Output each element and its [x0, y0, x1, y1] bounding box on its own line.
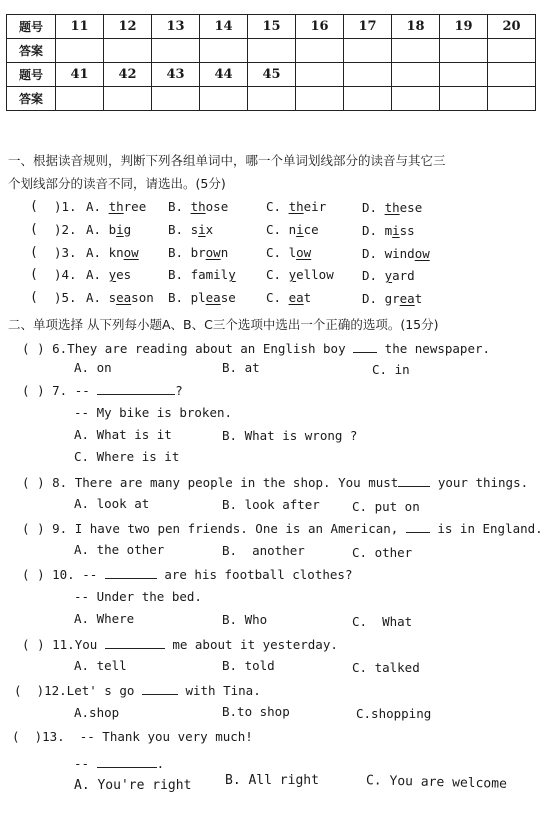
question-tail: ? — [175, 383, 183, 398]
grid-number-cell — [440, 63, 488, 87]
answer-blank[interactable] — [398, 473, 430, 487]
option-d[interactable]: D. miss — [362, 223, 415, 238]
option-a[interactable]: A. yes — [86, 267, 132, 282]
grid-label-question: 题号 — [7, 15, 56, 39]
answer-cell[interactable] — [104, 39, 152, 63]
option-b[interactable]: B. brown — [168, 245, 229, 260]
question-8 — [22, 473, 528, 492]
answer-cell[interactable] — [440, 87, 488, 111]
option-b[interactable]: B. What is wrong ? — [222, 428, 358, 443]
underlined-letters: y — [384, 268, 393, 283]
question-tail: are his football clothes? — [156, 567, 353, 582]
answer-cell[interactable] — [296, 87, 344, 111]
item-number: )2. — [54, 222, 77, 237]
answer-cell[interactable] — [392, 87, 440, 111]
grid-number-cell: 44 — [200, 63, 248, 87]
answer-bracket[interactable]: ( — [22, 521, 38, 536]
option-a[interactable]: A.shop — [74, 705, 120, 720]
question-6 — [22, 339, 490, 358]
option-d[interactable]: D. these — [362, 200, 423, 215]
grid-number-cell — [392, 63, 440, 87]
answer-blank[interactable] — [105, 635, 165, 649]
question-10 — [22, 565, 352, 584]
grid-number-cell: 20 — [488, 15, 536, 39]
option-c[interactable]: C. put on — [352, 499, 420, 514]
underlined-letters: i — [116, 222, 124, 237]
underlined-letters: ow — [296, 245, 312, 260]
option-c[interactable]: C. yellow — [266, 267, 334, 282]
answer-cell[interactable] — [488, 87, 536, 111]
option-a[interactable]: A. on — [74, 360, 112, 375]
answer-cell[interactable] — [392, 39, 440, 63]
answer-bracket[interactable]: ( — [30, 267, 38, 282]
question-10-reply: -- Under the bed. — [74, 589, 202, 604]
answer-cell[interactable] — [440, 39, 488, 63]
underlined-letters: th — [190, 199, 206, 214]
grid-row-answers-2 — [7, 87, 536, 111]
answer-cell[interactable] — [152, 87, 200, 111]
question-tail: the newspaper. — [377, 341, 491, 356]
option-a[interactable]: A. season — [86, 290, 154, 305]
item-number: )1. — [54, 199, 77, 214]
option-b[interactable]: B. family — [168, 267, 236, 282]
answer-blank[interactable] — [97, 381, 175, 395]
grid-number-cell: 16 — [296, 15, 344, 39]
grid-label-answer: 答案 — [7, 39, 56, 63]
answer-bracket[interactable]: ( — [30, 290, 38, 305]
option-d[interactable]: D. great — [362, 291, 423, 306]
grid-number-cell: 41 — [56, 63, 104, 87]
answer-blank[interactable] — [105, 565, 157, 579]
question-stem: ) 10. -- — [37, 567, 105, 582]
question-7 — [22, 381, 183, 400]
grid-number-cell: 45 — [248, 63, 296, 87]
answer-blank[interactable] — [142, 681, 178, 695]
grid-number-cell: 19 — [440, 15, 488, 39]
option-c[interactable]: C. low — [266, 245, 312, 260]
underlined-letters: th — [288, 199, 304, 214]
answer-bracket[interactable]: ( — [30, 222, 38, 237]
option-a[interactable]: A. tell — [74, 658, 127, 673]
answer-bracket[interactable]: ( — [22, 475, 38, 490]
option-a[interactable]: A. three — [86, 199, 147, 214]
grid-number-cell: 18 — [392, 15, 440, 39]
option-b[interactable]: B. those — [168, 199, 229, 214]
option-a[interactable]: A. know — [86, 245, 139, 260]
answer-cell[interactable] — [296, 39, 344, 63]
underlined-letters: i — [392, 223, 400, 238]
grid-number-cell: 14 — [200, 15, 248, 39]
section1-heading: 一、根据读音规则，判断下列各组单词中，哪一个单词划线部分的读音与其它三 — [8, 153, 446, 168]
question-stem: ) 9. I have two pen friends. One is an American, — [37, 521, 406, 536]
answer-cell[interactable] — [200, 39, 248, 63]
grid-label-answer: 答案 — [7, 87, 56, 111]
answer-grid — [6, 14, 536, 111]
answer-blank[interactable] — [353, 339, 377, 353]
option-a[interactable]: A. You're right — [74, 778, 192, 793]
answer-bracket[interactable]: ( — [14, 683, 37, 698]
item-number: )4. — [54, 267, 77, 282]
answer-cell[interactable] — [248, 39, 296, 63]
underlined-letters: ea — [399, 291, 415, 306]
underlined-letters: i — [296, 222, 304, 237]
answer-bracket[interactable]: ( — [22, 637, 38, 652]
option-b[interactable]: B. Who — [222, 612, 268, 627]
answer-cell[interactable] — [56, 39, 104, 63]
underlined-letters: ea — [288, 290, 304, 305]
underlined-letters: y — [108, 267, 117, 282]
question-11 — [22, 635, 338, 654]
grid-row-answers-1 — [7, 39, 536, 63]
question-7-reply: -- My bike is broken. — [74, 405, 233, 420]
item-number: )3. — [54, 245, 77, 260]
section1-heading-cont: 个划线部分的读音不同，请选出。(5分) — [8, 176, 226, 191]
question-stem: ) 6.They are reading about an English boy — [37, 341, 354, 356]
underlined-letters: y — [228, 267, 236, 282]
question-12 — [14, 681, 261, 700]
underlined-letters: ea — [116, 290, 132, 305]
grid-row-question-numbers-2 — [7, 63, 536, 87]
grid-row-question-numbers-1 — [7, 15, 536, 39]
question-tail: me about it yesterday. — [164, 637, 338, 652]
underlined-letters: ow — [414, 246, 430, 261]
answer-bracket[interactable]: ( — [30, 245, 38, 260]
item-number: )5. — [54, 290, 77, 305]
answer-bracket[interactable]: ( — [22, 341, 38, 356]
option-b[interactable]: B. told — [222, 658, 275, 673]
grid-number-cell — [344, 63, 392, 87]
underlined-letters: th — [384, 200, 400, 215]
question-stem: ) 7. -- — [37, 383, 98, 398]
option-b[interactable]: B. another — [222, 543, 305, 558]
answer-cell[interactable] — [248, 87, 296, 111]
question-stem: ) 11.You — [37, 637, 105, 652]
underlined-letters: th — [108, 199, 124, 214]
grid-number-cell — [296, 63, 344, 87]
underlined-letters: ow — [123, 245, 139, 260]
option-d[interactable]: D. yard — [362, 268, 415, 283]
option-c[interactable]: C. You are welcome — [365, 773, 508, 792]
answer-blank[interactable] — [97, 754, 157, 768]
answer-cell[interactable] — [104, 87, 152, 111]
underlined-letters: y — [288, 267, 297, 282]
option-b[interactable]: B. at — [222, 360, 260, 375]
option-a[interactable]: A. the other — [74, 542, 165, 557]
option-c[interactable]: C. talked — [352, 660, 420, 675]
section2-heading: 二、单项选择 从下列每小题A、B、C三个选项中选出一个正确的选项。(15分) — [8, 317, 439, 332]
option-c[interactable]: C. in — [372, 362, 410, 377]
option-c[interactable]: C. What — [352, 614, 413, 629]
option-c[interactable]: C. eat — [266, 290, 312, 305]
answer-bracket[interactable]: ( — [22, 567, 38, 582]
question-13 — [12, 728, 253, 746]
grid-number-cell: 15 — [248, 15, 296, 39]
option-c[interactable]: C.shopping — [356, 706, 432, 721]
grid-number-cell: 11 — [56, 15, 104, 39]
question-13-reply: -- . — [74, 756, 165, 771]
answer-bracket[interactable]: ( — [12, 729, 35, 744]
grid-label-question: 题号 — [7, 63, 56, 87]
option-b[interactable]: B. All right — [225, 773, 319, 788]
option-b[interactable]: B. please — [168, 290, 236, 305]
grid-number-cell — [488, 63, 536, 87]
answer-blank[interactable] — [406, 519, 430, 533]
answer-cell[interactable] — [152, 39, 200, 63]
option-c[interactable]: C. other — [352, 545, 413, 560]
option-c[interactable]: C. Where is it — [74, 449, 180, 464]
question-9 — [22, 519, 543, 538]
question-tail: your things. — [430, 475, 529, 490]
question-tail: with Tina. — [177, 683, 261, 698]
grid-number-cell: 12 — [104, 15, 152, 39]
grid-number-cell: 13 — [152, 15, 200, 39]
answer-cell[interactable] — [344, 39, 392, 63]
underlined-letters: ea — [205, 290, 221, 305]
option-a[interactable]: A. What is it — [74, 427, 172, 442]
grid-number-cell: 43 — [152, 63, 200, 87]
option-a[interactable]: A. Where — [74, 611, 135, 626]
answer-cell[interactable] — [344, 87, 392, 111]
option-a[interactable]: A. look at — [74, 496, 150, 511]
option-a[interactable]: A. big — [86, 222, 132, 237]
option-b[interactable]: B. look after — [222, 497, 320, 512]
answer-bracket[interactable]: ( — [22, 383, 38, 398]
question-tail: is in England. — [429, 521, 543, 536]
answer-cell[interactable] — [200, 87, 248, 111]
option-c[interactable]: C. their — [266, 199, 327, 214]
option-b[interactable]: B.to shop — [222, 704, 290, 719]
question-stem: )12.Let' s go — [36, 683, 142, 698]
option-c[interactable]: C. nice — [266, 222, 319, 237]
grid-number-cell: 42 — [104, 63, 152, 87]
answer-cell[interactable] — [56, 87, 104, 111]
question-stem: )13. -- Thank you very much! — [34, 729, 253, 744]
underlined-letters: i — [198, 222, 206, 237]
grid-number-cell: 17 — [344, 15, 392, 39]
option-d[interactable]: D. window — [362, 246, 430, 261]
question-stem: ) 8. There are many people in the shop. You must — [37, 475, 399, 490]
option-b[interactable]: B. six — [168, 222, 214, 237]
underlined-letters: ow — [205, 245, 221, 260]
answer-cell[interactable] — [488, 39, 536, 63]
answer-bracket[interactable]: ( — [30, 199, 38, 214]
